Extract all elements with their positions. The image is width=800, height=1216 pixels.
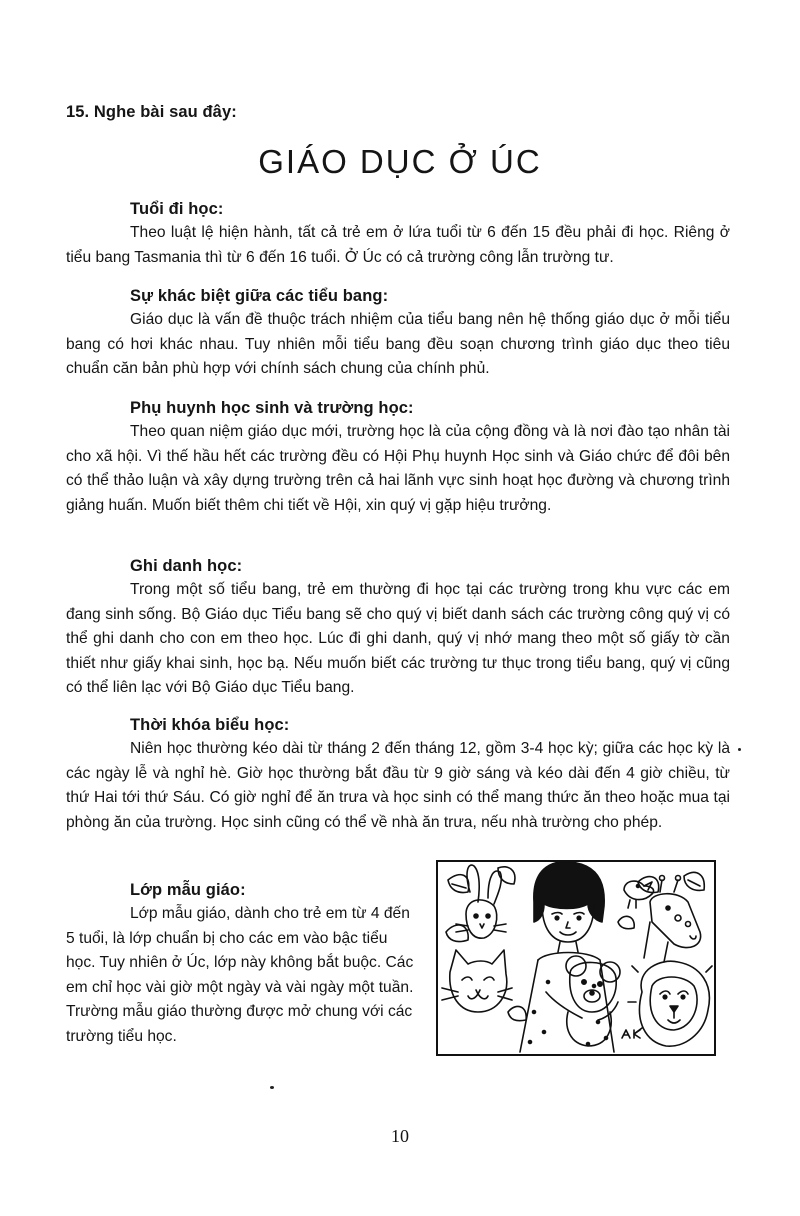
section-timetable — [66, 713, 730, 835]
section-state-differences — [66, 284, 730, 382]
section-body: Theo luật lệ hiện hành, tất cả trẻ em ở lứa tuổi từ 6 đến 15 đều phải đi học. Riêng ở tiểu bang Tasmania thì từ 6 đến 16 tuổi. Ở Úc có cả trường công lẫn trường tư. — [66, 224, 730, 266]
section-body: Lớp mẫu giáo, dành cho trẻ em từ 4 đến 5 tuổi, là lớp chuẩn bị cho các em vào bậc tiểu học. Tuy nhiên ở Úc, lớp này không bắt buộc. Các em chỉ học vài giờ một ngày và vài ngày một tuần. Trường mẫu giáo thường được mở chung với các trường tiểu học. — [66, 905, 414, 1045]
section-heading: Ghi danh học: — [130, 557, 243, 575]
girl-with-teddy-bear-and-animals-drawing — [436, 860, 716, 1056]
section-body: Theo quan niệm giáo dục mới, trường học là của cộng đồng và là nơi đào tạo nhân tài cho xã hội. Vì thế hầu hết các trường đều có Hội Phụ huynh Học sinh và Giáo chức để đôi bên có thể thảo luận và xây dựng trường trên cả hai lãnh vực sinh hoạt học đường và chương trình giảng huấn. Muốn biết thêm chi tiết về Hội, xin quý vị gặp hiệu trưởng. — [66, 423, 730, 514]
stray-ink-dot — [738, 748, 741, 751]
stray-ink-dot — [270, 1086, 274, 1089]
section-heading: Sự khác biệt giữa các tiểu bang: — [130, 287, 389, 305]
section-heading: Tuổi đi học: — [130, 200, 224, 218]
section-school-age — [66, 197, 730, 270]
exercise-heading: 15. Nghe bài sau đây: — [66, 103, 237, 121]
section-parents-and-schools — [66, 396, 730, 518]
section-heading: Thời khóa biểu học: — [130, 716, 290, 734]
section-heading: Lớp mẫu giáo: — [130, 881, 246, 899]
page-title: GIÁO DỤC Ở ÚC — [258, 143, 542, 180]
section-kindergarten — [66, 878, 420, 1050]
section-enrollment — [66, 554, 730, 701]
illustration-svg — [438, 862, 713, 1053]
section-heading: Phụ huynh học sinh và trường học: — [130, 399, 414, 417]
section-body: Giáo dục là vấn đề thuộc trách nhiệm của tiểu bang nên hệ thống giáo dục ở mỗi tiểu bang có hơi khác nhau. Tuy nhiên mỗi tiểu bang đều soạn chương trình giáo dục theo tiêu chuẩn căn bản phù hợp với chính sách chung của chính phủ. — [66, 311, 730, 378]
section-body: Trong một số tiểu bang, trẻ em thường đi học tại các trường trong khu vực các em đang sinh sống. Bộ Giáo dục Tiểu bang sẽ cho quý vị biết danh sách các trường công quý vị có thể ghi danh cho con em theo học. Lúc đi ghi danh, quý vị nhớ mang theo một số giấy tờ cần thiết như giấy khai sinh, học bạ. Nếu muốn biết các trường tư thục trong tiểu bang, quý vị cũng có thể liên lạc với Bộ Giáo dục Tiểu bang. — [66, 581, 730, 697]
page-number: 10 — [391, 1126, 409, 1146]
section-body: Niên học thường kéo dài từ tháng 2 đến tháng 12, gồm 3-4 học kỳ; giữa các học kỳ là các ngày lễ và nghỉ hè. Giờ học thường bắt đầu từ 9 giờ sáng và kéo dài đến 4 giờ chiều, từ thứ Hai tới thứ Sáu. Có giờ nghỉ để ăn trưa và học sinh có thể mang thức ăn theo hoặc mua tại phòng ăn của trường. Học sinh cũng có thể về nhà ăn trưa, nếu nhà trường cho phép. — [66, 740, 730, 831]
